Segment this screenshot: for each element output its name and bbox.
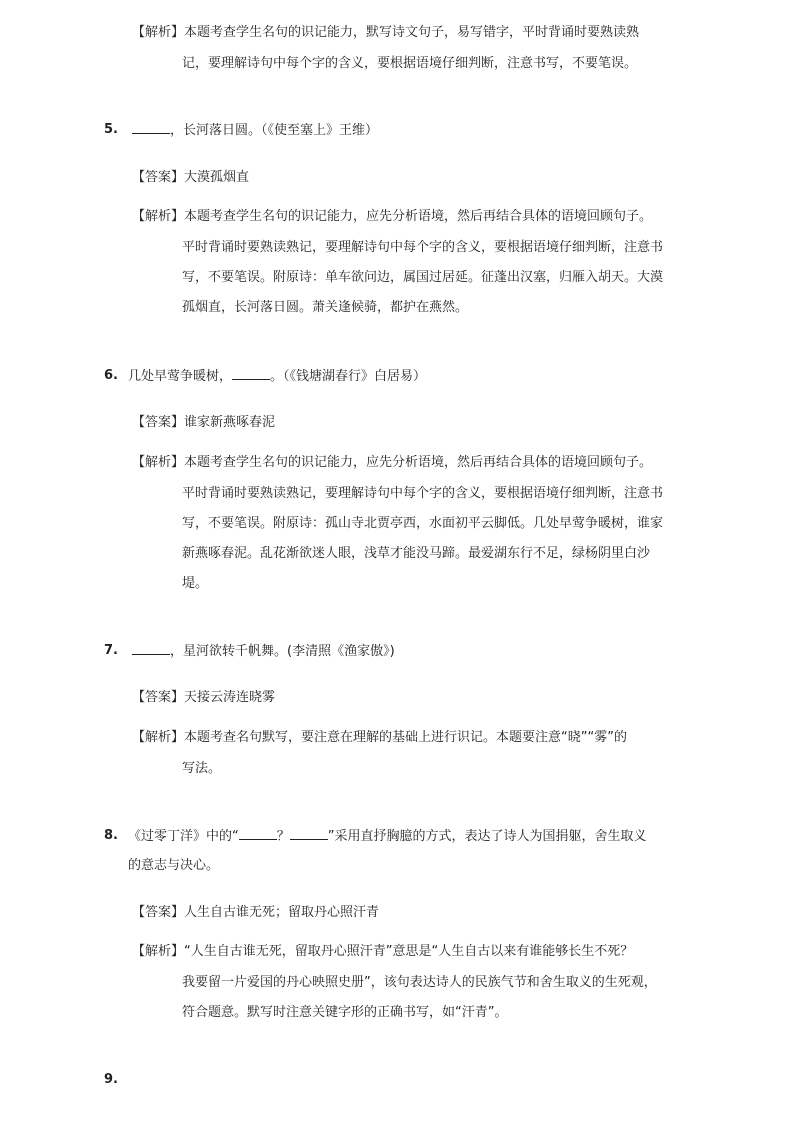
analysis-tag: 【解析】 [132,455,185,470]
fill-blank [132,122,170,134]
answer-line [132,415,275,431]
question-text [128,828,647,845]
analysis-line: 新燕啄春泥。乱花渐欲迷人眼，浅草才能没马蹄。最爱湖东行不足，绿杨阴里白沙 [182,546,651,561]
analysis-line [132,730,627,746]
question-number: 9. [104,1072,118,1087]
answer-line [132,905,379,921]
analysis-tag: 【解析】 [132,730,185,745]
fill-blank [290,828,328,840]
question-text-part: ”采用直抒胸臆的方式，表达了诗人为国捐躯，舍生取义 [327,829,647,844]
analysis-text: 本题考查学生名句的识记能力，应先分析语境，然后再结合具体的语境回顾句子。 [184,209,653,224]
question-text-part: ，长河落日圆。（《使至塞上》王维） [170,123,379,138]
question-number: 6. [104,368,118,383]
analysis-line [132,455,652,471]
analysis-line: 写，不要笔误。附原诗：单车欲问边，属国过居延。征蓬出汉塞，归雁入胡天。大漠 [182,270,664,285]
analysis-line: 堤。 [182,576,209,591]
analysis-text: 本题考查学生名句的识记能力，应先分析语境，然后再结合具体的语境回顾句子。 [184,455,653,470]
analysis-line: 孤烟直，长河落日圆。萧关逢候骑，都护在燕然。 [182,300,469,315]
analysis-tag: 【解析】 [132,25,185,40]
fill-blank [239,828,277,840]
question-text-part: 。（《钱塘湖春行》白居易） [270,369,427,384]
analysis-line: 我要留一片爱国的丹心映照史册”，该句表达诗人的民族气节和舍生取义的生死观， [182,975,657,990]
analysis-line: 平时背诵时要熟读熟记，要理解诗句中每个字的含义，要根据语境仔细判断，注意书 [182,486,664,501]
answer-tag: 【答案】 [132,170,185,185]
question-text: 的意志与决心。 [128,858,220,873]
answer-text: 谁家新燕啄春泥 [184,415,276,430]
analysis-line: 记，要理解诗句中每个字的含义，要根据语境仔细判断，注意书写，不要笔误。 [182,56,638,71]
answer-text: 天接云涛连晓雾 [184,690,276,705]
answer-tag: 【答案】 [132,690,185,705]
question-text-part: 《过零丁洋》中的“ [128,829,239,844]
question-number: 5. [104,122,118,137]
answer-line [132,690,275,706]
question-text [128,368,426,385]
question-text [132,643,395,660]
analysis-line [132,25,639,41]
analysis-line: 平时背诵时要熟读熟记，要理解诗句中每个字的含义，要根据语境仔细判断，注意书 [182,240,664,255]
answer-tag: 【答案】 [132,415,185,430]
analysis-text: 本题考查学生名句的识记能力，默写诗文句子，易写错字，平时背诵时要熟读熟 [184,25,640,40]
analysis-text: “人生自古谁无死，留取丹心照汗青”意思是“人生自古以来有谁能够长生不死？ [184,944,634,959]
fill-blank [132,643,170,655]
analysis-line [132,944,633,960]
question-text-part: ，星河欲转千帆舞。(李清照《渔家傲》) [170,644,395,659]
analysis-line: 写，不要笔误。附原诗：孤山寺北贾亭西，水面初平云脚低。几处早莺争暖树，谁家 [182,516,664,531]
fill-blank [232,368,270,380]
analysis-tag: 【解析】 [132,944,185,959]
analysis-line [132,209,652,225]
question-text [132,122,378,139]
answer-text: 人生自古谁无死；留取丹心照汗青 [184,905,380,920]
question-text-part: ？ [276,829,290,844]
question-text-part: 几处早莺争暖树， [128,369,233,384]
analysis-line: 写法。 [182,761,222,776]
answer-text: 大漠孤烟直 [184,170,250,185]
answer-line [132,170,249,186]
answer-tag: 【答案】 [132,905,185,920]
question-number: 7. [104,643,118,658]
analysis-tag: 【解析】 [132,209,185,224]
analysis-line: 符合题意。默写时注意关键字形的正确书写，如“汗青”。 [182,1005,508,1020]
analysis-text: 本题考查名句默写，要注意在理解的基础上进行识记。本题要注意“晓”“雾”的 [184,730,627,745]
question-number: 8. [104,828,118,843]
